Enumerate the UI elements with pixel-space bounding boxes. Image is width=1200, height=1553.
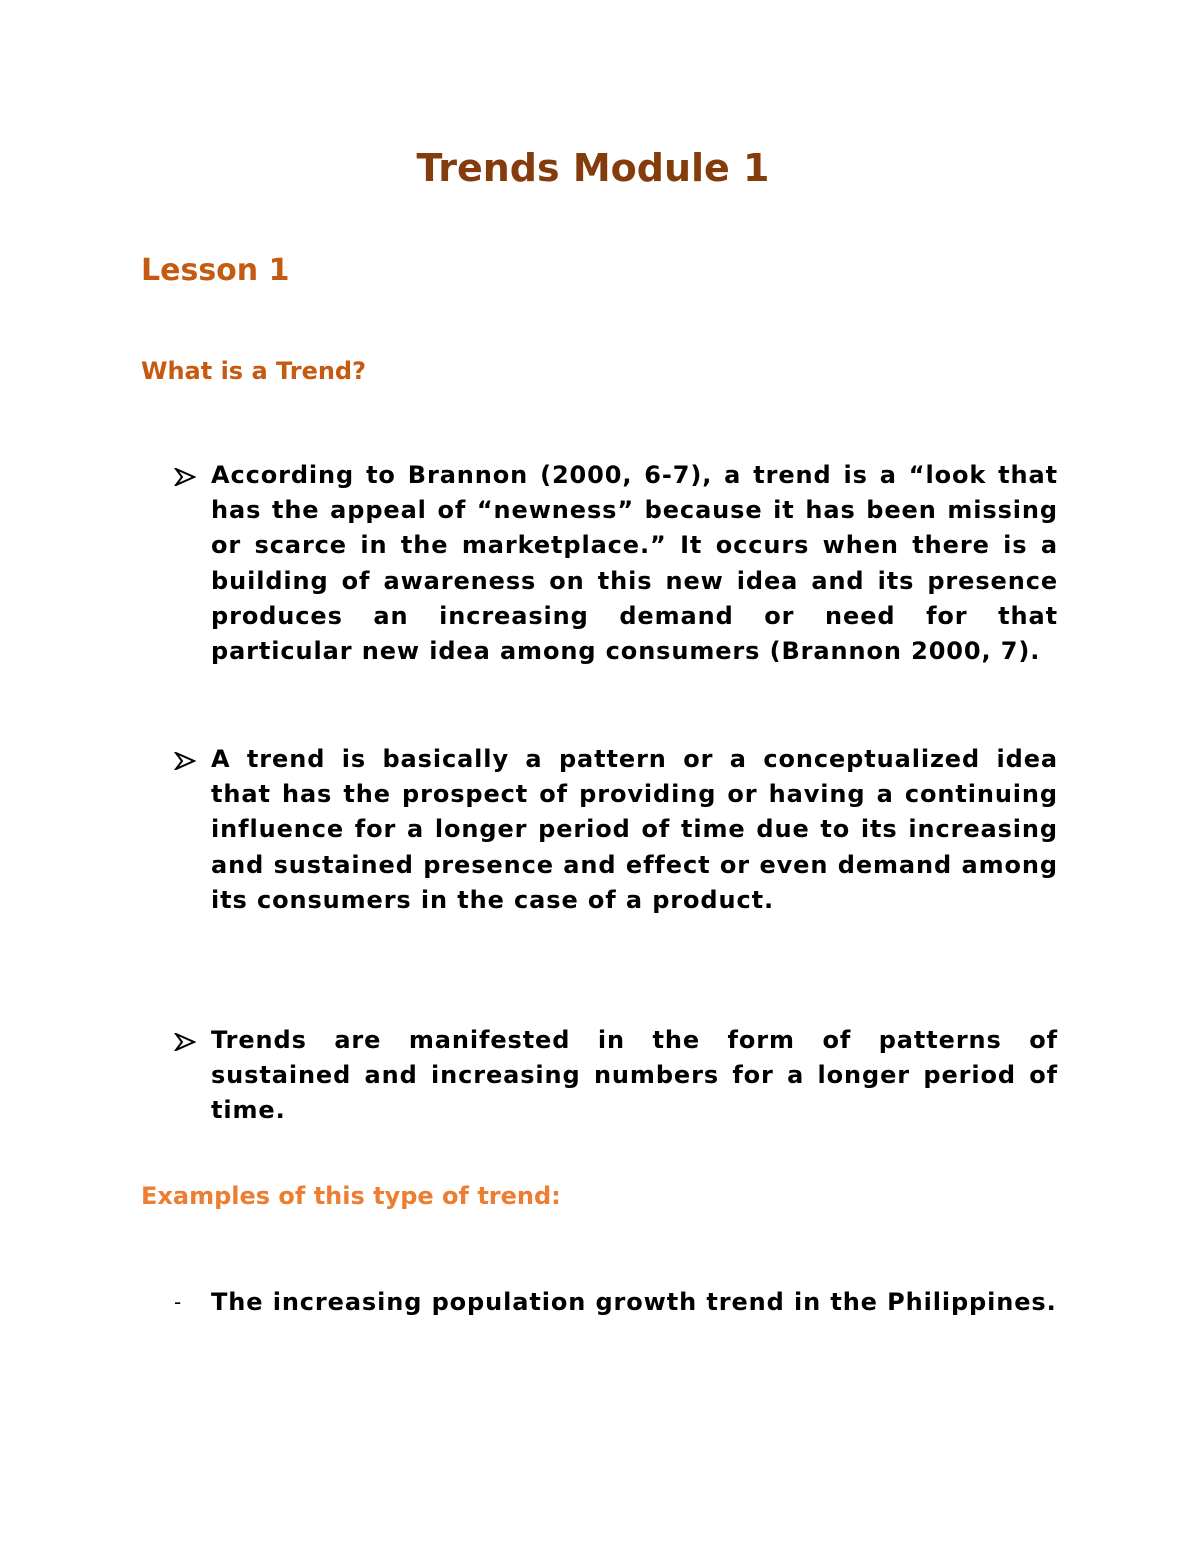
bullet-text: Trends are manifested in the form of patterns of sustained and increasing numbers for a longer period of time. (211, 1026, 1058, 1125)
document-title: Trends Module 1 (416, 146, 770, 190)
section-heading-what-is-trend: What is a Trend? (141, 357, 367, 385)
example-text: The increasing population growth trend in the Philippines. (211, 1288, 1057, 1316)
arrowhead-bullet-icon (174, 1023, 202, 1051)
section-heading-examples: Examples of this type of trend: (141, 1182, 561, 1210)
lesson-heading: Lesson 1 (141, 253, 290, 288)
arrowhead-bullet-icon (174, 458, 202, 486)
bullet-text: According to Brannon (2000, 6-7), a trend is a “look that has the appeal of “newness” because it has been missing or scarce in the marketplace.” It occurs when there is a building of awareness on this new idea and its presence produces an increasing demand or need for that particular new idea among consumers (Brannon 2000, 7). (211, 461, 1058, 666)
bullet-text: A trend is basically a pattern or a conceptualized idea that has the prospect of providing or having a continuing influence for a longer period of time due to its increasing and sustained presence and effect or even demand among its consumers in the case of a product. (211, 745, 1058, 914)
dash-bullet: - (174, 1290, 182, 1314)
arrowhead-bullet-icon (174, 742, 202, 770)
